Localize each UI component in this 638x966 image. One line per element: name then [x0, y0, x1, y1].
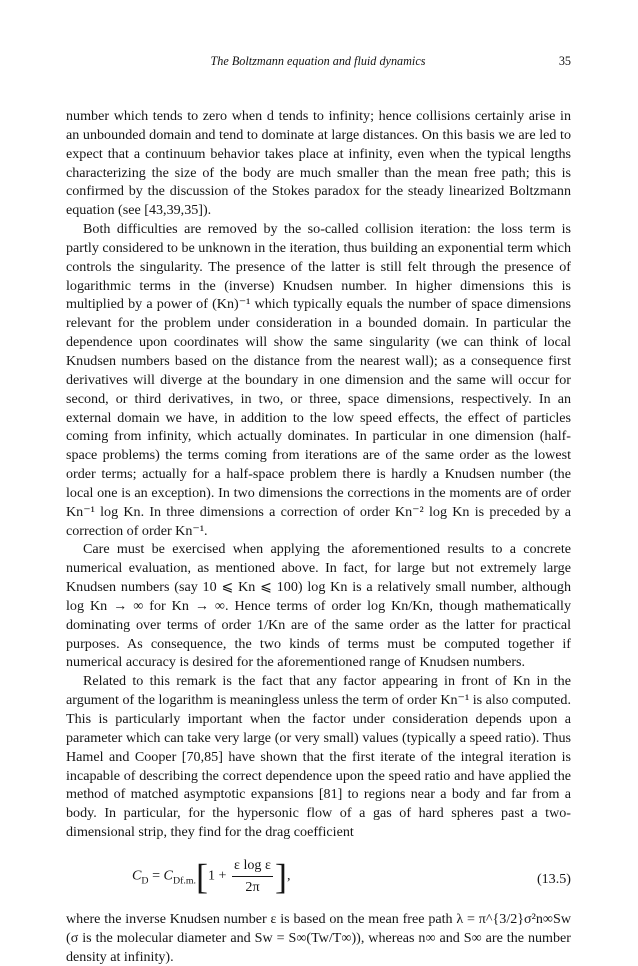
eq-denominator: 2π — [245, 878, 260, 895]
eq-trailing: , — [286, 867, 291, 884]
body-text — [66, 107, 571, 966]
eq-coef: C — [163, 867, 173, 884]
equation-number: (13.5) — [536, 870, 571, 887]
paragraph-numerical-evaluation: Care must be exercised when applying the aforementioned results to a concrete numerical evaluation, as mentioned above. In fact, for large but not extremely large Knudsen numbers (say 10 ⩽ Kn ⩽ 100) log Kn is a relatively small number, although log Kn → ∞ for Kn → ∞. Hence terms of order log Kn/Kn, though mathematically dominating over terms of order 1/Kn are of the same order as the latter for practical purposes. As consequence, the two kinds of terms must be computed together if numerical accuracy is desired for the aforementioned range of Knudsen numbers. — [66, 541, 571, 671]
equation-13-5 — [66, 848, 571, 906]
eq-fraction — [232, 856, 273, 897]
eq-numerator: ε log ε — [232, 856, 273, 877]
paragraph-continuation: number which tends to zero when d tends to infinity; hence collisions certainly arise in an unbounded domain and tend to dominate at large distances. On this basis we are led to expect that a continuum behavior takes place at infinity, even when the typical lengths characterizing the size of the body are much smaller than the mean free path; this is confirmed by the discussion of the Stokes paradox for the steady linearized Boltzmann equation (see [43,39,35]). — [66, 108, 571, 219]
running-header — [65, 54, 571, 72]
eq-lhs-sub: D — [141, 875, 149, 887]
page-number: 35 — [558, 54, 571, 68]
eq-lhs: C — [132, 867, 142, 884]
eq-equals: = — [152, 867, 161, 884]
eq-coef-sub: Df.m. — [172, 875, 196, 887]
paragraph-logarithm-factor: Related to this remark is the fact that any factor appearing in front of Kn in the argument of the logarithm is meaningless unless the term of order Kn⁻¹ is also computed. This is particularly important when the factor under consideration depends upon a parameter which can take very large (or very small) values (typically a speed ratio). Thus Hamel and Cooper [70,85] have shown that the first iterate of the integral iteration is incapable of describing the correct dependence upon the speed ratio and have applied the method of matched asymptotic expansions [81] to regions near a body and far from a body. In particular, for the hypersonic flow of a gas of hard spheres past a two-dimensional strip, they find for the drag coefficient — [66, 673, 571, 841]
paragraph-collision-iteration: Both difficulties are removed by the so-called collision iteration: the loss term is partly considered to be unknown in the iteration, thus building an exponential term which controls the singularity. The presence of the latter is still felt through the presence of logarithmic terms in the (inverse) Knudsen number. In higher dimensions this is multiplied by a power of (Kn)⁻¹ which typically equals the number of space dimensions relevant for the problem under consideration in a bounded domain. In particular the dependence upon coordinates will show the same singularity (we can think of local Knudsen numbers based on the distance from the nearest wall); as a consequence first derivatives will diverge at the boundary in one dimension and the same will occur for second, or third derivatives, in two, or three, space dimensions, respectively. In an external domain we have, in addition to the low speed effects, the effect of particles coming from infinity, which actually dominates. In particular in one dimension (half-space problems) the terms coming from iterations are of the same order as the lowest order terms; actually for a half-space problem there is hardly a Knudsen number (the local one is an exception). In two dimensions the corrections in the moments are of order Kn⁻¹ log Kn. In three dimensions a correction of order Kn⁻² log Kn is preceded by a correction of order Kn⁻¹. — [66, 221, 571, 539]
eq-one-plus: 1 + — [207, 867, 227, 884]
equation-body — [132, 856, 290, 897]
running-title: The Boltzmann equation and fluid dynamics — [210, 54, 426, 68]
eq-right-bracket: ] — [274, 856, 287, 897]
paragraph-inverse-knudsen: where the inverse Knudsen number ε is based on the mean free path λ = π^{3/2}σ²n∞Sw (σ is the molecular diameter and Sw = S∞(Tw/T∞)), whereas n∞ and S∞ are the number density at infinity). — [66, 910, 571, 965]
eq-left-bracket: [ — [195, 856, 208, 897]
